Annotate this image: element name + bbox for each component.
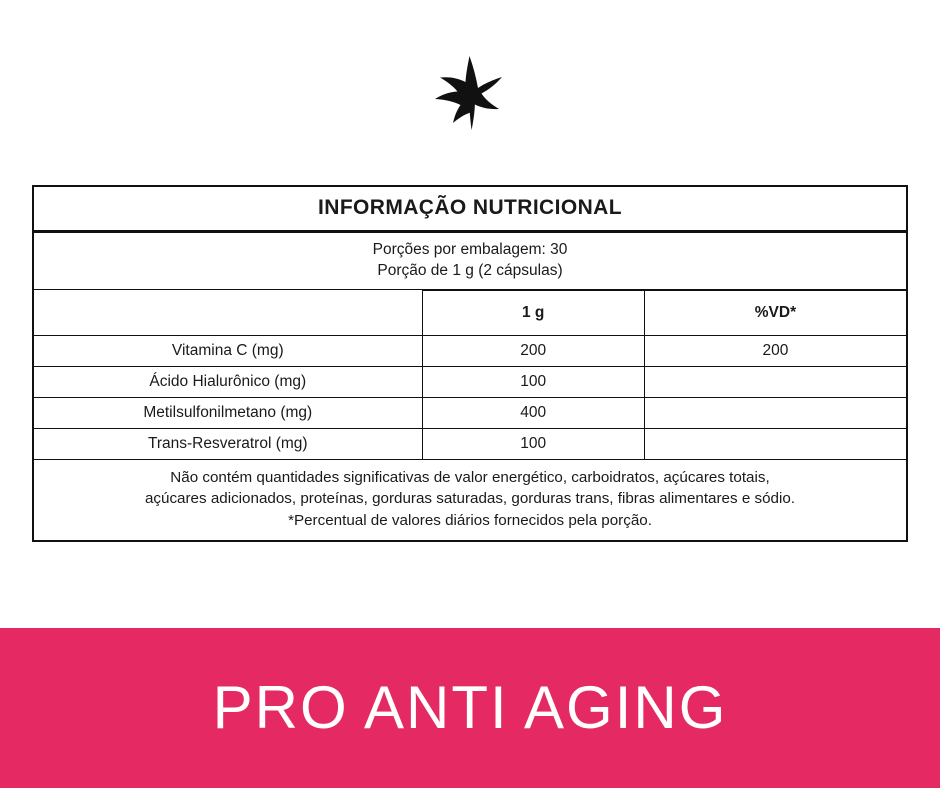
footnote-line-3: *Percentual de valores diários fornecidos pela porção. bbox=[288, 511, 652, 529]
table-row bbox=[34, 366, 906, 397]
product-name: PRO ANTI AGING bbox=[212, 674, 728, 741]
servings-per-container: Porções por embalagem: 30 bbox=[372, 241, 568, 258]
nutrient-name: Ácido Hialurônico (mg) bbox=[34, 366, 422, 397]
table-header-row bbox=[34, 290, 906, 335]
product-name-banner bbox=[0, 628, 940, 788]
nutrient-amount: 400 bbox=[422, 397, 644, 428]
nutrients-table bbox=[34, 290, 906, 459]
nutrient-amount: 100 bbox=[422, 428, 644, 459]
nutrient-name: Metilsulfonilmetano (mg) bbox=[34, 397, 422, 428]
footnote-line-2: açúcares adicionados, proteínas, gorduras saturadas, gorduras trans, fibras alimentares e sódio. bbox=[144, 490, 796, 508]
table-row bbox=[34, 335, 906, 366]
header-amount: 1 g bbox=[422, 290, 644, 335]
leaf-bird-logo-icon bbox=[435, 56, 505, 130]
nutrient-amount: 100 bbox=[422, 366, 644, 397]
header-nutrient bbox=[34, 290, 422, 335]
nutrient-daily-value bbox=[644, 397, 906, 428]
serving-size: Porção de 1 g (2 cápsulas) bbox=[377, 262, 563, 280]
header-daily-value: %VD* bbox=[644, 290, 906, 335]
table-row bbox=[34, 397, 906, 428]
nutrition-title: INFORMAÇÃO NUTRICIONAL bbox=[34, 187, 906, 233]
nutrient-name: Vitamina C (mg) bbox=[34, 335, 422, 366]
nutrient-daily-value bbox=[644, 428, 906, 459]
nutrition-facts-table bbox=[32, 185, 908, 542]
nutrient-amount: 200 bbox=[422, 335, 644, 366]
table-row bbox=[34, 428, 906, 459]
spacer bbox=[0, 542, 940, 628]
nutrient-daily-value: 200 bbox=[644, 335, 906, 366]
footnote-line-1: Não contém quantidades significativas de valor energético, carboidratos, açúcares totais, bbox=[170, 468, 770, 486]
logo-area bbox=[0, 0, 940, 185]
nutrient-name: Trans-Resveratrol (mg) bbox=[34, 428, 422, 459]
nutrition-footnote bbox=[34, 459, 906, 541]
nutrient-daily-value bbox=[644, 366, 906, 397]
serving-info bbox=[34, 233, 906, 290]
